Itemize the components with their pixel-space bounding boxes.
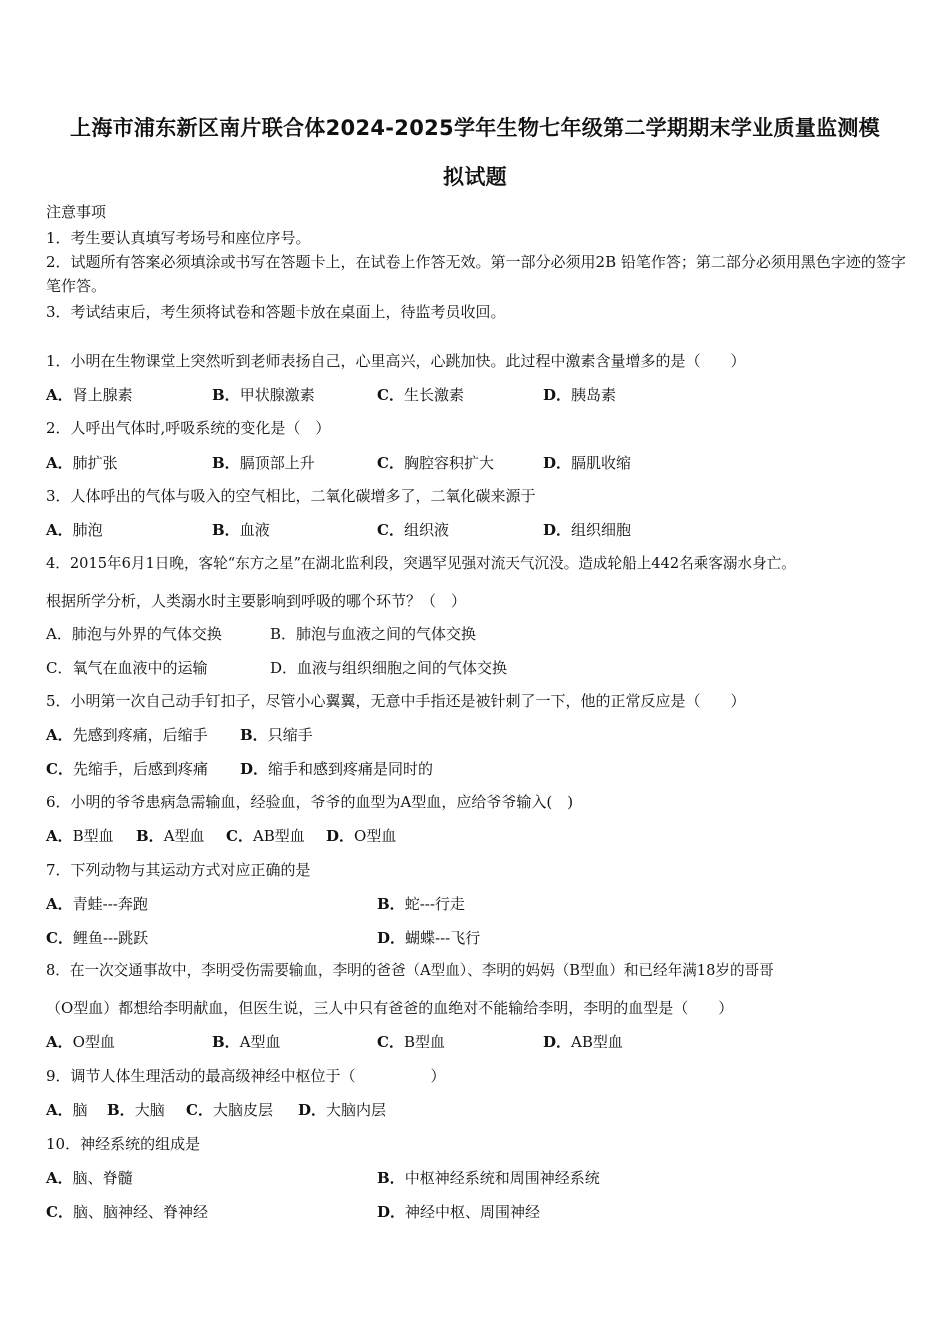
option: D．缩手和感到疼痛是同时的 <box>240 760 434 778</box>
option: D．血液与组织细胞之间的气体交换 <box>270 659 508 677</box>
option: C．鲤鱼---跳跃 <box>46 929 149 947</box>
option: C．脑、脑神经、脊神经 <box>46 1203 208 1221</box>
option: B．蛇---行走 <box>377 895 465 913</box>
option: C．大脑皮层 <box>186 1101 273 1119</box>
option: A．先感到疼痛，后缩手 <box>46 726 208 744</box>
option: A．肺扩张 <box>46 454 118 472</box>
option: B．甲状腺激素 <box>212 386 315 404</box>
option: B．A型血 <box>136 827 205 845</box>
option: C．B型血 <box>377 1033 445 1051</box>
question-stem: 9．调节人体生理活动的最高级神经中枢位于（ ） <box>46 1067 446 1085</box>
question-stem: 10．神经系统的组成是 <box>46 1135 201 1153</box>
option: A．肺泡与外界的气体交换 <box>46 625 222 643</box>
question-stem: 4．2015年6月1日晚，客轮“东方之星”在湖北监利段，突遇罕见强对流天气沉没。造成轮船上442名乘客溺水身亡。 <box>46 555 796 572</box>
option: D．膈肌收缩 <box>543 454 632 472</box>
option: C．组织液 <box>377 521 449 539</box>
option: D．O型血 <box>326 827 397 845</box>
option: A．脑、脊髓 <box>46 1169 133 1187</box>
option: B．大脑 <box>107 1101 165 1119</box>
notice-item: 2．试题所有答案必须填涂或书写在答题卡上，在试卷上作答无效。第一部分必须用2B 铅笔作答；第二部分必须用黑色字迹的签字笔作答。 <box>46 253 906 295</box>
question-stem-continued: （O型血）都想给李明献血，但医生说，三人中只有爸爸的血绝对不能输给李明，李明的血型是（ ） <box>46 999 734 1017</box>
page-title-line-1: 上海市浦东新区南片联合体2024-2025学年生物七年级第二学期期末学业质量监测模 <box>70 116 880 140</box>
option: A．肺泡 <box>46 521 103 539</box>
question-stem: 5．小明第一次自己动手钉扣子，尽管小心翼翼，无意中手指还是被针刺了一下，他的正常反应是（ ） <box>46 692 746 710</box>
question-stem: 8．在一次交通事故中，李明受伤需要输血，李明的爸爸（A型血）、李明的妈妈（B型血）和已经年满18岁的哥哥 <box>46 962 774 979</box>
option: A．脑 <box>46 1101 88 1119</box>
option: D．AB型血 <box>543 1033 623 1051</box>
option: B．肺泡与血液之间的气体交换 <box>270 625 477 643</box>
question-stem-continued: 根据所学分析，人类溺水时主要影响到呼吸的哪个环节？（ ） <box>46 592 467 610</box>
question-stem: 6．小明的爷爷患病急需输血，经验血，爷爷的血型为A型血，应给爷爷输入( ) <box>46 793 574 811</box>
option: D．组织细胞 <box>543 521 632 539</box>
notice-item: 1．考生要认真填写考场号和座位序号。 <box>46 229 311 247</box>
option: C．胸腔容积扩大 <box>377 454 494 472</box>
option: A．肾上腺素 <box>46 386 133 404</box>
option: A．O型血 <box>46 1033 115 1051</box>
question-stem: 2．人呼出气体时,呼吸系统的变化是（ ） <box>46 419 331 437</box>
option: D．大脑内层 <box>298 1101 387 1119</box>
notice-item: 3．考试结束后，考生须将试卷和答题卡放在桌面上，待监考员收回。 <box>46 303 506 321</box>
option: D．神经中枢、周围神经 <box>377 1203 541 1221</box>
option: C．先缩手，后感到疼痛 <box>46 760 208 778</box>
option: B．A型血 <box>212 1033 281 1051</box>
option: B．膈顶部上升 <box>212 454 315 472</box>
option: B．血液 <box>212 521 270 539</box>
option: C．生长激素 <box>377 386 464 404</box>
option: A．B型血 <box>46 827 114 845</box>
option: C．AB型血 <box>226 827 305 845</box>
question-stem: 7．下列动物与其运动方式对应正确的是 <box>46 861 311 879</box>
option: D．胰岛素 <box>543 386 617 404</box>
option: B．中枢神经系统和周围神经系统 <box>377 1169 600 1187</box>
option: A．青蛙---奔跑 <box>46 895 148 913</box>
question-stem: 1．小明在生物课堂上突然听到老师表扬自己，心里高兴，心跳加快。此过程中激素含量增多的是（ ） <box>46 352 746 370</box>
notice-heading: 注意事项 <box>46 203 107 221</box>
option: B．只缩手 <box>240 726 313 744</box>
option: C．氧气在血液中的运输 <box>46 659 208 677</box>
page-title-line-2: 拟试题 <box>443 165 507 189</box>
option: D．蝴蝶---飞行 <box>377 929 481 947</box>
question-stem: 3．人体呼出的气体与吸入的空气相比，二氧化碳增多了，二氧化碳来源于 <box>46 487 536 505</box>
